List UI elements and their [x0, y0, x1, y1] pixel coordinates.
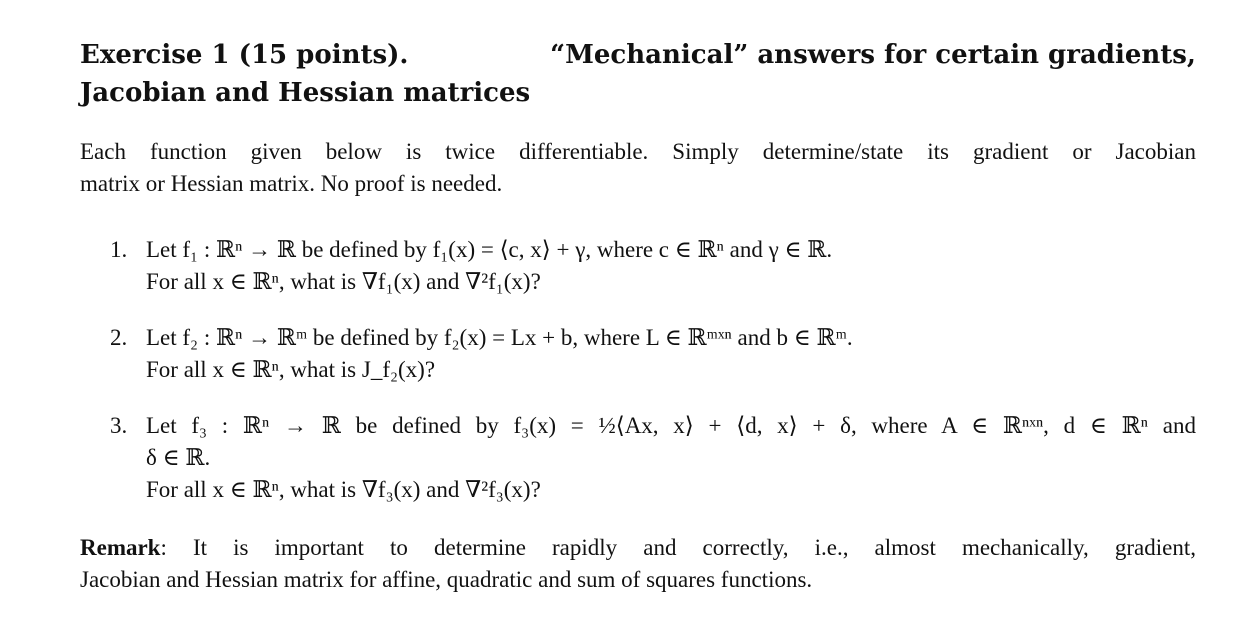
list-item — [80, 322, 1196, 386]
remark-paragraph — [80, 532, 1196, 596]
item-number: 2. — [110, 325, 128, 350]
item-line: For all x ∈ ℝⁿ, what is ∇f₁(x) and ∇²f₁(x)? — [146, 269, 541, 294]
exercise-topic-part-2: Jacobian and Hessian matrices — [80, 78, 531, 108]
remark-line-1 — [80, 532, 1196, 564]
question-list — [80, 234, 1196, 506]
exercise-page — [80, 36, 1196, 530]
item-line: Let f₂ : ℝⁿ → ℝᵐ be defined by f₂(x) = Lx + b, where L ∈ ℝᵐˣⁿ and b ∈ ℝᵐ. — [146, 325, 853, 350]
list-item — [80, 410, 1196, 506]
remark-text-1: : It is important to determine rapidly and correctly, i.e., almost mechanically, gradient, — [160, 535, 1196, 560]
remark-label: Remark — [80, 535, 161, 560]
intro-paragraph — [80, 136, 1196, 200]
list-item — [80, 234, 1196, 298]
intro-line-1: Each function given below is twice differentiable. Simply determine/state its gradient or Jacobian — [80, 139, 1196, 164]
item-number: 1. — [110, 237, 128, 262]
item-number: 3. — [110, 413, 128, 438]
title-line-1 — [80, 36, 1196, 74]
intro-line-2: matrix or Hessian matrix. No proof is needed. — [80, 171, 503, 196]
item-line: For all x ∈ ℝⁿ, what is ∇f₃(x) and ∇²f₃(x)? — [146, 477, 541, 502]
remark-line-2: Jacobian and Hessian matrix for affine, quadratic and sum of squares functions. — [80, 567, 813, 592]
exercise-title — [80, 36, 1196, 112]
item-line: For all x ∈ ℝⁿ, what is J_f₂(x)? — [146, 357, 436, 382]
item-line: Let f₃ : ℝⁿ → ℝ be defined by f₃(x) = ½⟨Ax, x⟩ + ⟨d, x⟩ + δ, where A ∈ ℝⁿˣⁿ, d ∈ ℝⁿ and — [146, 413, 1196, 438]
exercise-heading: Exercise 1 (15 points). — [80, 40, 409, 70]
item-line: δ ∈ ℝ. — [146, 445, 211, 470]
exercise-topic-part-1: “Mechanical” answers for certain gradients, — [550, 40, 1196, 70]
item-line: Let f₁ : ℝⁿ → ℝ be defined by f₁(x) = ⟨c, x⟩ + γ, where c ∈ ℝⁿ and γ ∈ ℝ. — [146, 237, 833, 262]
